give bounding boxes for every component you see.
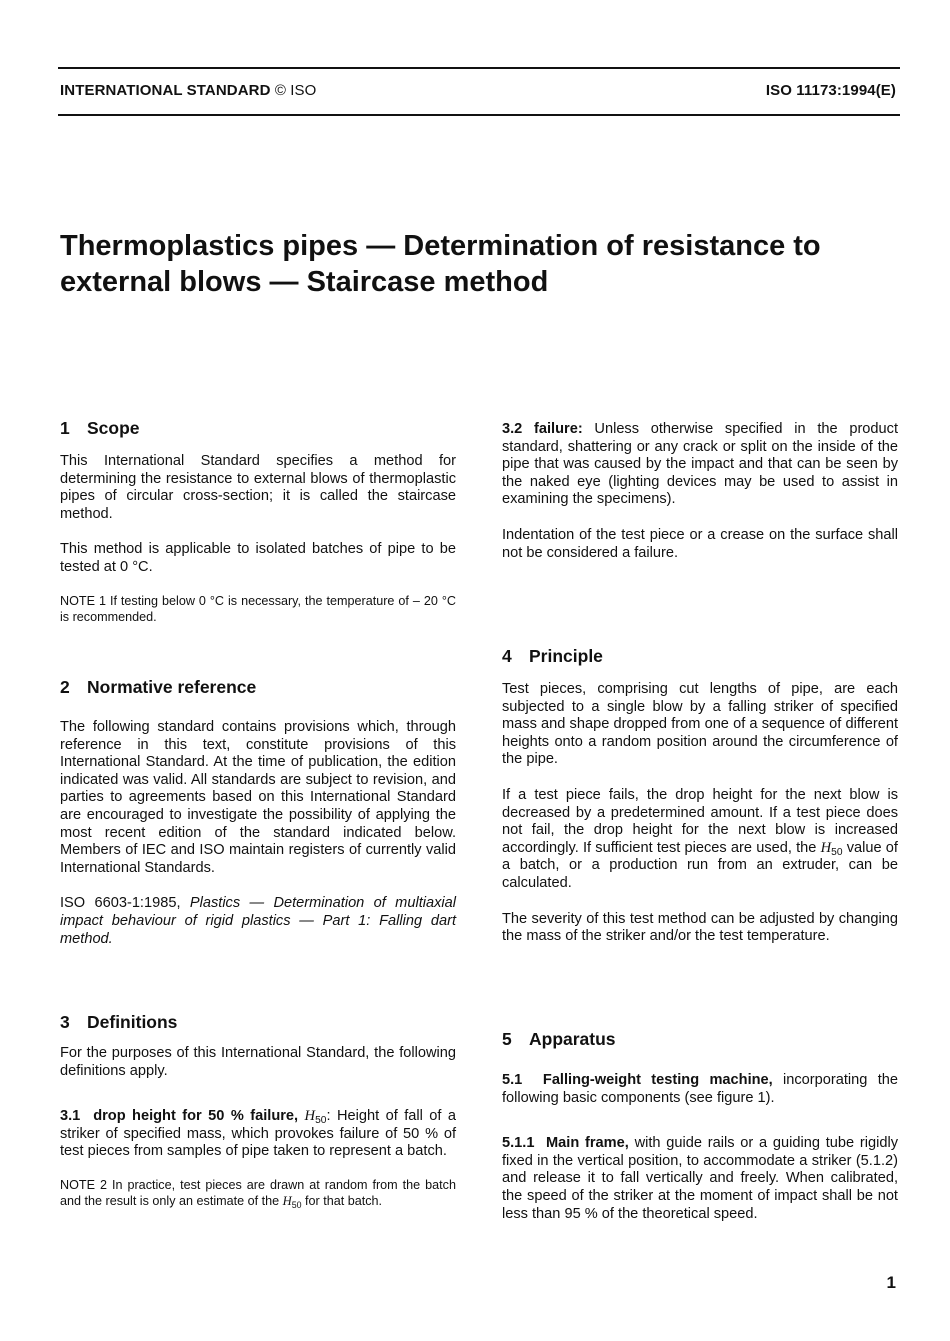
paragraph: The severity of this test method can be adjusted by changing the mass of the striker and/or the test temperature.: [502, 910, 898, 945]
section-4-heading: [502, 646, 603, 667]
note-text: NOTE 2 In practice, test pieces are drawn at random from the batch and the result is only an estimate of the: [60, 1177, 456, 1208]
subclause-number: 5.1.1: [502, 1135, 535, 1152]
subclause-term: Falling-weight testing machine,: [542, 1072, 773, 1088]
paragraph: This International Standard specifies a method for determining the resistance to external blows of thermoplastic pipes of circular cross-section; it is called the staircase method.: [60, 453, 456, 522]
section-title: Scope: [87, 418, 140, 438]
section-4-body: [502, 681, 898, 946]
note: [60, 1177, 456, 1209]
section-number: 3: [60, 1012, 70, 1032]
symbol-subscript: 50: [291, 1199, 302, 1210]
subclause-text: incorporating the following basic components (see figure 1).: [502, 1072, 898, 1106]
section-title: Normative reference: [87, 677, 257, 697]
paragraph-text: If a test piece fails, the drop height for the next blow is decreased by a predetermined amount. If a test piece does not fail, the drop height for the next blow is increased accordingly. If sufficient test pieces are used, the: [502, 786, 898, 856]
definition-text: Unless otherwise specified in the product standard, shattering or any crack or split on the inside of the pipe that was caused by the impact and that can be seen by the naked eye (lighting devices may be used to assist in examining the specimens).: [502, 421, 899, 508]
symbol: H: [820, 839, 832, 856]
definition-3-2: [502, 421, 898, 509]
symbol-subscript: 50: [831, 846, 843, 858]
paragraph: For the purposes of this International Standard, the following definitions apply.: [60, 1045, 456, 1079]
note: NOTE 1 If testing below 0 °C is necessary, the temperature of – 20 °C is recommended.: [60, 593, 456, 624]
section-2-body: [60, 719, 456, 948]
symbol: H: [282, 1193, 292, 1208]
definition-3-2-body: [502, 421, 898, 562]
section-5-body: [502, 1072, 898, 1223]
page-number: 1: [886, 1273, 896, 1292]
reference-title: Plastics — Determination of multiaxial impact behaviour of rigid plastics — Part 1: Falling dart method.: [60, 895, 456, 947]
reference-code: ISO 6603-1:1985,: [60, 895, 181, 912]
subclause-text: with guide rails or a guiding tube rigidly fixed in the vertical position, to accommodate a striker (5.1.2) and release it to fall vertically and freely. When calibrated, the speed of the striker at the moment of impact shall be not less than 95 % of the theoretical speed.: [502, 1135, 898, 1222]
section-title: Definitions: [87, 1012, 178, 1032]
definition-3-1: [60, 1108, 456, 1161]
header-left: [60, 82, 316, 99]
definition-number: 3.1: [60, 1108, 81, 1125]
section-1-heading: [60, 418, 140, 439]
section-number: 5: [502, 1029, 512, 1049]
header-bottom-rule: [58, 114, 900, 116]
paragraph: [502, 787, 898, 893]
subclause-5-1-1: [502, 1135, 898, 1223]
normative-reference: [60, 895, 456, 948]
definition-text: : Height of fall of a striker of specified mass, which provokes failure of 50 % of test pieces from samples of pipe taken to represent a batch.: [60, 1108, 457, 1160]
symbol: H: [304, 1108, 316, 1125]
paragraph: The following standard contains provisions which, through reference in this text, constitute provisions of this International Standard. At the time of publication, the edition indicated was valid. All standards are subject to revision, and parties to agreements based on this International Standard are encouraged to investigate the possibility of applying the most recent edition of the standard indicated below. Members of IEC and ISO maintain registers of currently valid International Standards.: [60, 719, 456, 876]
subclause-5-1: [502, 1072, 898, 1107]
section-3-heading: [60, 1012, 177, 1033]
document-title: Thermoplastics pipes — Determination of resistance to external blows — Staircase method: [60, 230, 821, 298]
header-top-rule: [58, 67, 900, 69]
definition-term: failure:: [534, 421, 583, 437]
section-title: Apparatus: [529, 1029, 616, 1049]
paragraph-text: value of a batch, or a production run from an extruder, can be calculated.: [502, 839, 898, 891]
section-number: 1: [60, 418, 70, 438]
section-number: 4: [502, 646, 512, 666]
section-title: Principle: [529, 646, 603, 666]
paragraph: Test pieces, comprising cut lengths of pipe, are each subjected to a single blow by a falling striker of specified mass and shape dropped from one of a sequence of different heights onto a random position around the circumference of the pipe.: [502, 681, 898, 768]
section-3-body: [60, 1045, 456, 1209]
header-right: ISO 11173:1994(E): [765, 82, 896, 99]
section-number: 2: [60, 677, 70, 697]
section-5-heading: [502, 1029, 616, 1050]
header-copyright: © ISO: [274, 82, 317, 99]
definition-number: 3.2: [502, 421, 523, 437]
header-standard-label: INTERNATIONAL STANDARD: [60, 82, 271, 99]
note-text: for that batch.: [305, 1193, 383, 1208]
section-2-heading: [60, 677, 256, 698]
paragraph: This method is applicable to isolated batches of pipe to be tested at 0 °C.: [60, 541, 456, 575]
subclause-term: Main frame,: [546, 1135, 629, 1152]
subclause-number: 5.1: [502, 1072, 523, 1088]
paragraph: Indentation of the test piece or a crease on the surface shall not be considered a failure.: [502, 526, 898, 561]
section-1-body: [60, 453, 456, 625]
symbol-subscript: 50: [315, 1115, 327, 1127]
definition-term: drop height for 50 % failure,: [93, 1108, 299, 1125]
